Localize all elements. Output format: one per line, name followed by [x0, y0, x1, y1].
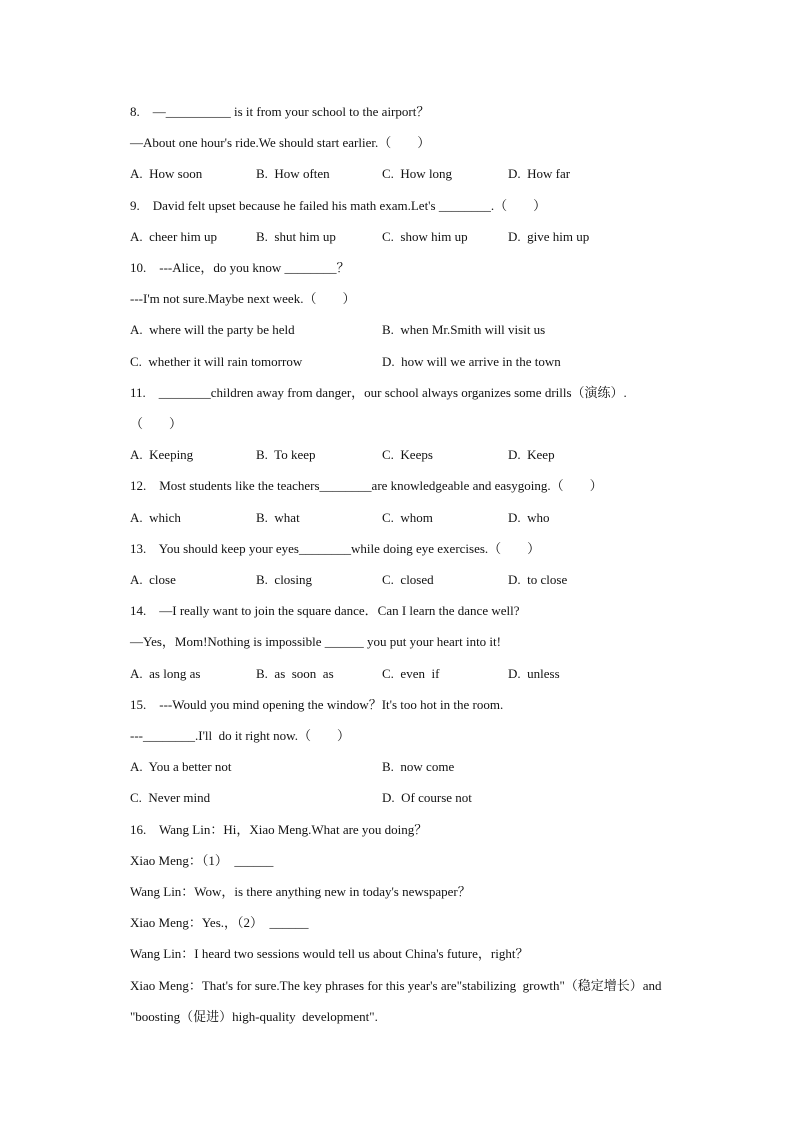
- question-line: —Yes，Mom!Nothing is impossible ______ you put your heart into it!: [130, 634, 501, 650]
- question-line: ---I'm not sure.Maybe next week.（ ）: [130, 291, 356, 307]
- answer-option: C. show him up: [382, 228, 468, 244]
- question-line: （ ）: [130, 416, 183, 431]
- dialogue-line: Wang Lin：Wow，is there anything new in today's newspaper？: [130, 884, 471, 899]
- question-stem: 9. David felt upset because he failed his math exam.Let's ________.（ ）: [130, 197, 547, 213]
- answer-option: C. Never mind: [130, 790, 211, 806]
- answer-option: D. give him up: [508, 228, 590, 244]
- question-stem: 13. You should keep your eyes________while doing eye exercises.（ ）: [130, 540, 541, 556]
- answer-option: B. To keep: [256, 447, 316, 463]
- answer-option: B. closing: [256, 572, 312, 587]
- dialogue-line: 16. Wang Lin：Hi，Xiao Meng.What are you doing？: [130, 821, 428, 837]
- question-stem: 10. ---Alice，do you know ________？: [130, 260, 350, 275]
- answer-option: D. how will we arrive in the town: [382, 353, 561, 369]
- dialogue-line: Xiao Meng：（1） ______: [130, 852, 274, 868]
- answer-option: A. You a better not: [130, 759, 232, 775]
- answer-option: B. as soon as: [256, 665, 334, 681]
- dialogue-line: "boosting（促进）high-quality development".: [130, 1008, 378, 1024]
- question-stem: 8. —__________ is it from your school to the airport？: [130, 104, 430, 119]
- answer-option: D. unless: [508, 665, 560, 681]
- answer-option: A. close: [130, 572, 176, 587]
- answer-option: C. Keeps: [382, 447, 433, 463]
- answer-option: B. now come: [382, 759, 455, 775]
- answer-option: C. closed: [382, 572, 434, 587]
- answer-option: A. How soon: [130, 166, 203, 182]
- answer-option: B. shut him up: [256, 228, 336, 244]
- question-line: —About one hour's ride.We should start earlier.（ ）: [130, 135, 431, 151]
- question-stem: 14. —I really want to join the square dance．Can I learn the dance well?: [130, 603, 520, 619]
- dialogue-line: Xiao Meng：Yes.，（2） ______: [130, 915, 309, 931]
- answer-option: D. to close: [508, 572, 568, 587]
- answer-option: D. How far: [508, 166, 571, 182]
- answer-option: C. How long: [382, 166, 453, 182]
- answer-option: A. where will the party be held: [130, 322, 295, 338]
- answer-option: C. even if: [382, 665, 440, 681]
- answer-option: D. Keep: [508, 447, 555, 463]
- answer-option: B. How often: [256, 166, 330, 182]
- answer-option: A. Keeping: [130, 447, 194, 463]
- answer-option: A. which: [130, 509, 181, 525]
- question-line: ---________.I'll do it right now.（ ）: [130, 728, 350, 743]
- answer-option: B. what: [256, 509, 300, 525]
- answer-option: A. as long as: [130, 665, 201, 681]
- answer-option: A. cheer him up: [130, 228, 218, 244]
- dialogue-line: Wang Lin：I heard two sessions would tell us about China's future，right？: [130, 946, 529, 962]
- question-stem: 12. Most students like the teachers________are knowledgeable and easygoing.（ ）: [130, 478, 603, 494]
- question-stem: 15. ---Would you mind opening the window？It's too hot in the room.: [130, 696, 504, 712]
- answer-option: B. when Mr.Smith will visit us: [382, 322, 546, 338]
- answer-option: C. whom: [382, 509, 433, 525]
- dialogue-line: Xiao Meng：That's for sure.The key phrases for this year's are"stabilizing growth"（稳定增长）and: [130, 977, 662, 993]
- answer-option: D. Of course not: [382, 790, 472, 806]
- question-stem: 11. ________children away from danger，our school always organizes some drills（演练）.: [130, 384, 627, 400]
- answer-option: C. whether it will rain tomorrow: [130, 353, 303, 369]
- answer-option: D. who: [508, 509, 550, 525]
